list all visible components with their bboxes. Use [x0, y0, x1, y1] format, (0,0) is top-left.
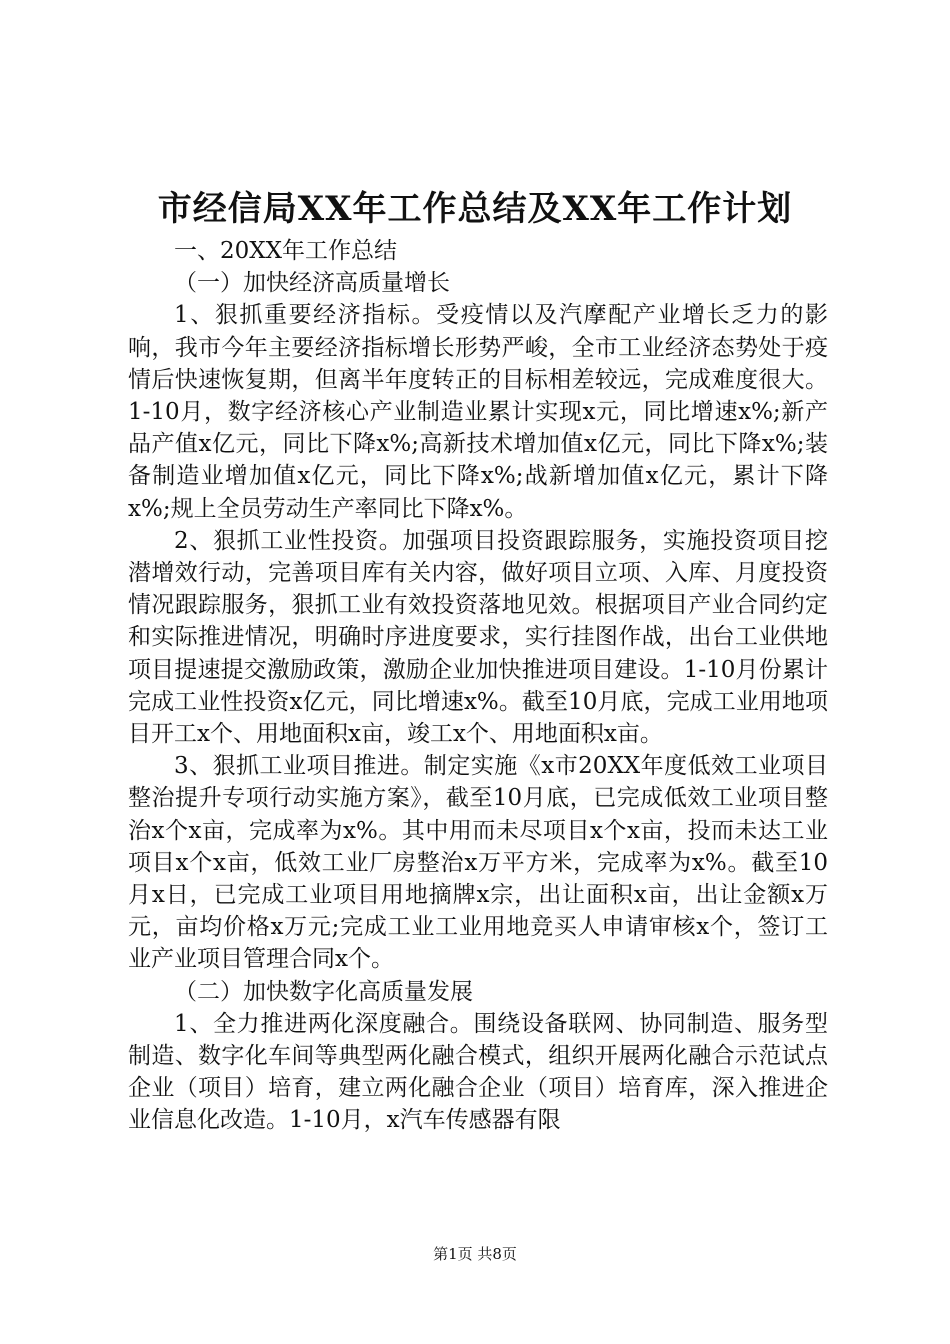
paragraph: 1、狠抓重要经济指标。受疫情以及汽摩配产业增长乏力的影响，我市今年主要经济指标增长形势严峻，全市工业经济态势处于疫情后快速恢复期，但离半年度转正的目标相差较远，完成难度很大。1-10月，数字经济核心产业制造业累计实现x元，同比增速x%;新产品产值x亿元，同比下降x%;高新技术增加值x亿元，同比下降x%;装备制造业增加值x亿元，同比下降x%;战新增加值x亿元，累计下降x%;规上全员劳动生产率同比下降x%。: [128, 302, 828, 522]
subsection-heading: （二）加快数字化高质量发展: [174, 978, 473, 1005]
paragraph: 1、全力推进两化深度融合。围绕设备联网、协同制造、服务型制造、数字化车间等典型两化融合模式，组织开展两化融合示范试点企业（项目）培育，建立两化融合企业（项目）培育库，深入推进企业信息化改造。1-10月，x汽车传感器有限: [128, 1010, 828, 1134]
page-number: 第1页 共8页: [433, 1245, 517, 1263]
subsection-heading: （一）加快经济高质量增长: [174, 270, 450, 297]
paragraph: 2、狠抓工业性投资。加强项目投资跟踪服务，实施投资项目挖潜增效行动，完善项目库有关内容，做好项目立项、入库、月度投资情况跟踪服务，狠抓工业有效投资落地见效。根据项目产业合同约定和实际推进情况，明确时序进度要求，实行挂图作战，出台工业供地项目提速提交激励政策，激励企业加快推进项目建设。1-10月份累计完成工业性投资x亿元，同比增速x%。截至10月底，完成工业用地项目开工x个、用地面积x亩，竣工x个、用地面积x亩。: [128, 527, 828, 748]
paragraph: 3、狠抓工业项目推进。制定实施《x市20XX年度低效工业项目整治提升专项行动实施方案》，截至10月底，已完成低效工业项目整治x个x亩，完成率为x%。其中用而未尽项目x个x亩，投而未达工业项目x个x亩，低效工业厂房整治x万平方米，完成率为x%。截至10月x日，已完成工业项目用地摘牌x宗，出让面积x亩，出让金额x万元，亩均价格x万元;完成工业工业用地竞买人申请审核x个，签订工业产业项目管理合同x个。: [128, 753, 828, 973]
document-title: 市经信局XX年工作总结及XX年工作计划: [157, 189, 793, 229]
section-heading: 一、20XX年工作总结: [174, 238, 398, 264]
document-body: [128, 235, 828, 1137]
